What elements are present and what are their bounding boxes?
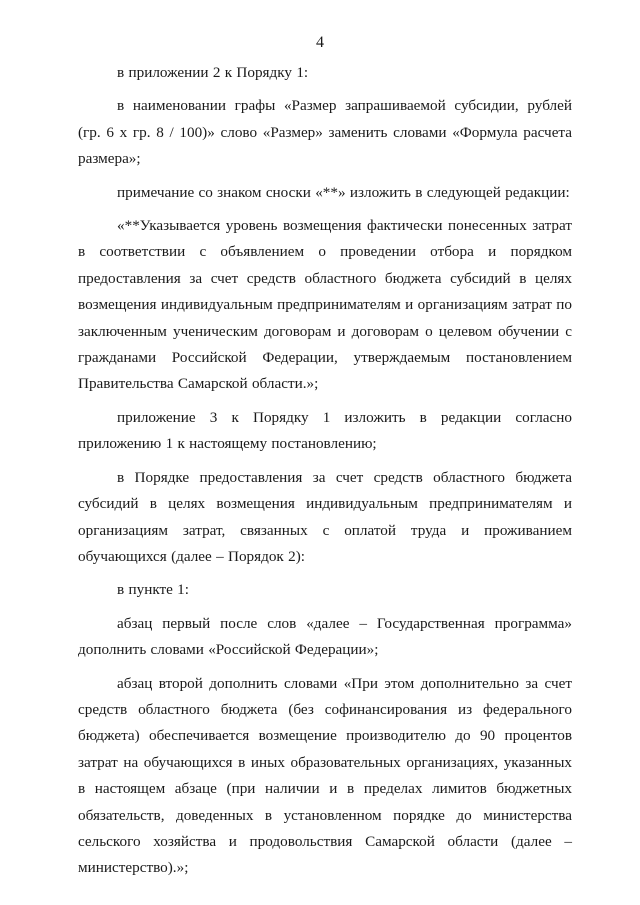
paragraph-footnote-note: примечание со знаком сноски «**» изложить в следующей редакции: <box>117 183 570 201</box>
page-number: 4 <box>316 34 324 51</box>
paragraph-abzac-2: абзац второй дополнить словами «При этом дополнительно за счет средств областного бюджета (без софинансирования из федерального бюджета) обеспечивается возмещение производителю до 90 процентов затрат на обучающихся в иных образовательных организациях, указанных в настоящем абзаце (при наличии и в пределах лимитов бюджетных обязательств, доведенных в установленном порядке до министерства сельского хозяйства и продовольствия Самарской области (далее – министерство).»; <box>78 674 572 877</box>
paragraph-abzac-1: абзац первый после слов «далее – Государственная программа» дополнить словами «Российской Федерации»; <box>78 614 572 659</box>
paragraph-footnote-text: «**Указывается уровень возмещения фактически понесенных затрат в соответствии с объявлением о проведении отбора и порядком предоставления за счет средств областного бюджета субсидий в целях возмещения индивидуальным предпринимателям и организациям затрат по заключенным ученическим договорам и договорам о целевом обучении с гражданами Российской Федерации, утверждаемым постановлением Правительства Самарской области.»; <box>78 217 572 393</box>
paragraph-procedure-2: в Порядке предоставления за счет средств областного бюджета субсидий в целях возмещения индивидуальным предпринимателям и организациям затрат, связанных с оплатой труда и проживанием обучающихся (далее – Порядок 2): <box>78 468 572 565</box>
paragraph-appendix-3: приложение 3 к Порядку 1 изложить в редакции согласно приложению 1 к настоящему постановлению; <box>78 408 572 453</box>
document-body <box>78 60 572 882</box>
paragraph-appendix-2-intro: в приложении 2 к Порядку 1: <box>117 64 309 81</box>
paragraph-clause-1: в пункте 1: <box>117 581 189 599</box>
paragraph-column-name-change: в наименовании графы «Размер запрашиваемой субсидии, рублей (гр. 6 х гр. 8 / 100)» слово «Размер» заменить словами «Формула расчета размера»; <box>78 97 572 168</box>
